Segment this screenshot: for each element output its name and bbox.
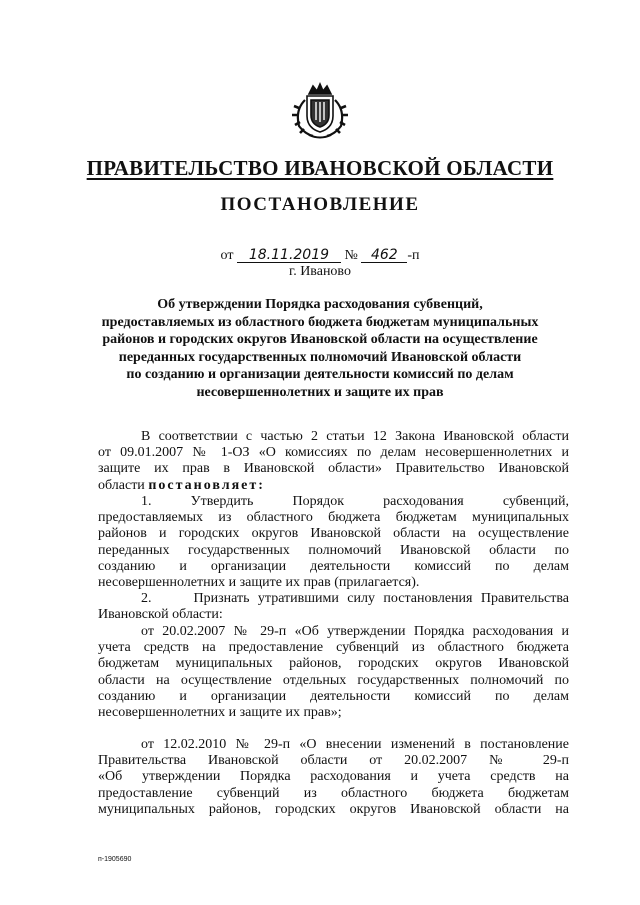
text-line: Правительства Ивановской области от 20.02.2007 № 29-п (98, 753, 569, 769)
text-line: переданных государственных полномочий Ивановской области по (98, 542, 569, 558)
item-2-paragraph (98, 591, 569, 623)
text-line: от 20.02.2007 № 29-п «Об утверждении Порядка расходования и (141, 624, 569, 639)
text-line: от 12.02.2010 № 29-п «О внесении изменений в постановление (141, 737, 569, 752)
heading-line: несовершеннолетних и защите их прав (196, 384, 444, 400)
item-1-paragraph (98, 494, 569, 591)
text-line: бюджетам муниципальных районов, городских округов Ивановской (98, 656, 569, 672)
text-line: области на осуществление отдельных государственных полномочий по (98, 672, 569, 688)
text-line: районов и городских округов Ивановской области на осуществление (98, 526, 569, 542)
decree-prefix: области (98, 477, 145, 493)
text-line: «Об утверждении Порядка расходования и учета средств на (98, 769, 569, 785)
text-line: созданию и организации деятельности комиссий по делам (98, 558, 569, 574)
document-code: п-1905690 (98, 856, 132, 863)
document-date: 18.11.2019 (237, 248, 341, 263)
government-title: ПРАВИТЕЛЬСТВО ИВАНОВСКОЙ ОБЛАСТИ (86, 156, 554, 180)
text-line: 1. Утвердить Порядок расходования субвенций, (141, 494, 569, 509)
document-type: ПОСТАНОВЛЕНИЕ (220, 194, 420, 215)
text-line: В соответствии с частью 2 статьи 12 Закона Ивановской области (141, 429, 569, 444)
text-line: несовершеннолетних и защите их прав (прилагается). (98, 575, 420, 591)
number-prefix: № (344, 248, 358, 263)
decree-word: постановляет: (148, 477, 265, 493)
text-line: созданию и организации деятельности комиссий по делам (98, 688, 569, 704)
text-line: предоставляемых из областного бюджета бюджетам муниципальных (98, 510, 569, 526)
text-line (98, 478, 569, 494)
repealed-act-2 (98, 737, 569, 818)
heading-line: районов и городских округов Ивановской области на осуществление (102, 332, 538, 347)
text-line: 2. Признать утратившими силу постановления Правительства (141, 591, 569, 606)
heading-line: переданных государственных полномочий Ивановской области (118, 349, 522, 365)
date-prefix: от (220, 248, 234, 263)
text-line: защите их прав в Ивановской области» Правительство Ивановской (98, 461, 569, 477)
city: г. Иваново (289, 264, 351, 279)
date-number-line (0, 248, 640, 264)
heading-line: по созданию и организации деятельности комиссий по делам (126, 367, 514, 382)
text-line: учета средств на предоставление субвенций из областного бюджета (98, 640, 569, 656)
document-heading (100, 296, 540, 401)
text-line: муниципальных районов, городских округов Ивановской области на (98, 801, 569, 817)
text-line: Ивановской области: (98, 607, 223, 623)
preamble-paragraph (98, 429, 569, 494)
coat-of-arms-icon (289, 80, 351, 142)
number-suffix: -п (407, 248, 420, 263)
repealed-act-1 (98, 624, 569, 721)
heading-line: предоставляемых из областного бюджета бюджетам муниципальных (101, 314, 539, 330)
heading-line: Об утверждении Порядка расходования субвенций, (157, 297, 483, 312)
text-line: несовершеннолетних и защите их прав»; (98, 705, 342, 721)
text-line: от 09.01.2007 № 1-ОЗ «О комиссиях по делам несовершеннолетних и (98, 445, 569, 461)
document-number: 462 (361, 248, 407, 263)
text-line: предоставление субвенций из областного бюджета бюджетам (98, 785, 569, 801)
